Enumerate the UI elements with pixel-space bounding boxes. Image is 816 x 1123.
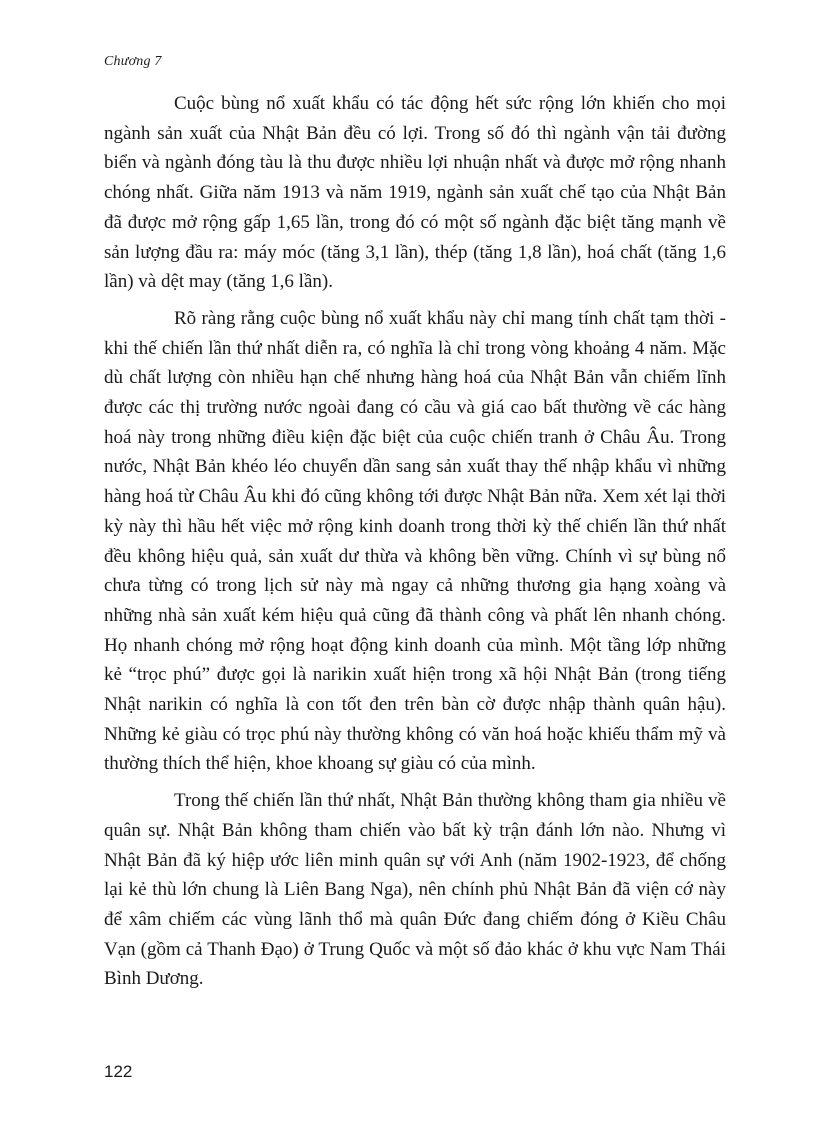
running-head-chapter: Chương 7: [104, 54, 162, 69]
paragraph-military-involvement: Trong thế chiến lần thứ nhất, Nhật Bản thường không tham gia nhiều về quân sự. Nhật Bản không tham chiến vào bất kỳ trận đánh lớn nào. Nhưng vì Nhật Bản đã ký hiệp ước liên minh quân sự với Anh (năm 1902-1923, để chống lại kẻ thù lớn chung là Liên Bang Nga), nên chính phủ Nhật Bản đã viện cớ này để xâm chiếm các vùng lãnh thổ mà quân Đức đang chiếm đóng ở Kiều Châu Vạn (gồm cả Thanh Đạo) ở Trung Quốc và một số đảo khác ở khu vực Nam Thái Bình Dương.: [104, 790, 726, 990]
body-text: [104, 89, 726, 994]
paragraph-temporary-boom: Rõ ràng rằng cuộc bùng nổ xuất khẩu này chỉ mang tính chất tạm thời - khi thế chiến lần thứ nhất diễn ra, có nghĩa là chỉ trong vòng khoảng 4 năm. Mặc dù chất lượng còn nhiều hạn chế nhưng hàng hoá của Nhật Bản vẫn chiếm lĩnh được các thị trường nước ngoài đang có cầu và giá cao bất thường về các hàng hoá này trong những điều kiện đặc biệt của cuộc chiến tranh ở Châu Âu. Trong nước, Nhật Bản khéo léo chuyển dần sang sản xuất thay thế nhập khẩu vì những hàng hoá từ Châu Âu khi đó cũng không tới được Nhật Bản nữa. Xem xét lại thời kỳ này thì hầu hết việc mở rộng kinh doanh trong thời kỳ thế chiến lần thứ nhất đều không hiệu quả, sản xuất dư thừa và không bền vững. Chính vì sự bùng nổ chưa từng có trong lịch sử này mà ngay cả những thương gia hạng xoàng và những nhà sản xuất kém hiệu quả cũng đã thành công và phất lên nhanh chóng. Họ nhanh chóng mở rộng hoạt động kinh doanh của mình. Một tầng lớp những kẻ “trọc phú” được gọi là narikin xuất hiện trong xã hội Nhật Bản (trong tiếng Nhật narikin có nghĩa là con tốt đen trên bàn cờ được nhập thành quân hậu). Những kẻ giàu có trọc phú này thường không có văn hoá hoặc khiếu thẩm mỹ và thường thích thể hiện, khoe khoang sự giàu có của mình.: [104, 307, 726, 775]
paragraph-export-boom: Cuộc bùng nổ xuất khẩu có tác động hết sức rộng lớn khiến cho mọi ngành sản xuất của Nhật Bản đều có lợi. Trong số đó thì ngành vận tải đường biển và ngành đóng tàu là thu được nhiều lợi nhuận nhất và được mở rộng nhanh chóng nhất. Giữa năm 1913 và năm 1919, ngành sản xuất chế tạo của Nhật Bản đã được mở rộng gấp 1,65 lần, trong đó có một số ngành đặc biệt tăng mạnh về sản lượng đầu ra: máy móc (tăng 3,1 lần), thép (tăng 1,8 lần), hoá chất (tăng 1,6 lần) và dệt may (tăng 1,6 lần).: [104, 93, 726, 293]
page-number: 122: [104, 1062, 133, 1081]
